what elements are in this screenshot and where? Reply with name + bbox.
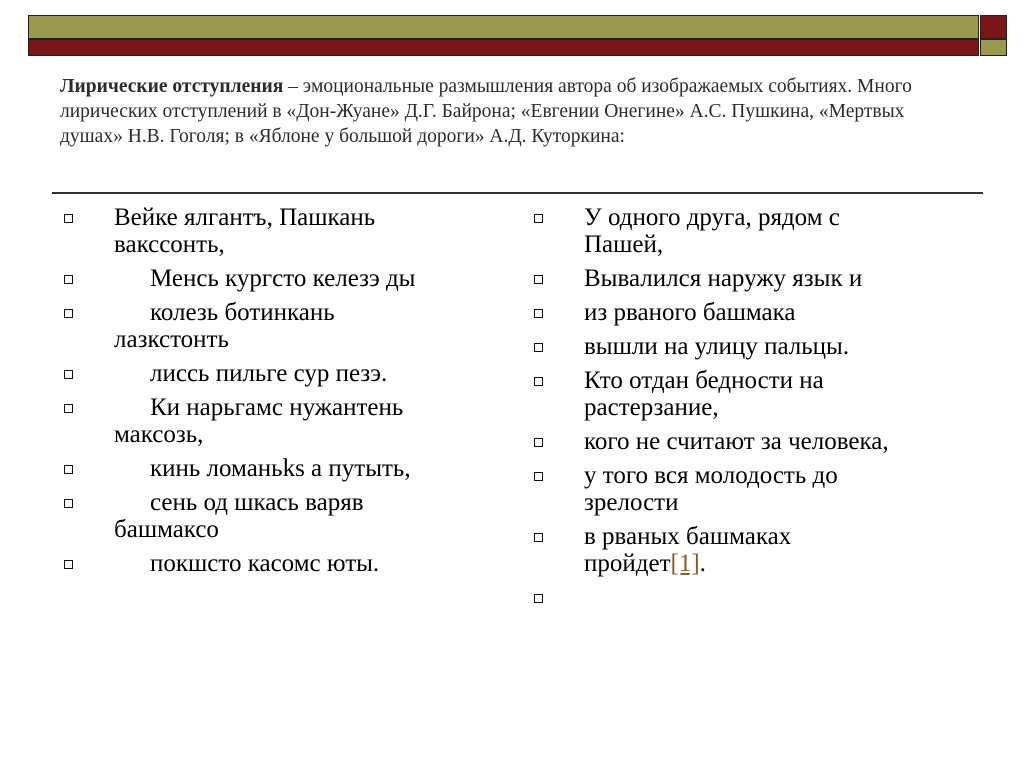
right-item-line1: У одного друга, рядом с (584, 204, 840, 231)
square-bullet-icon (64, 560, 73, 569)
left-item (58, 550, 478, 577)
intro-term: Лирические отступления (60, 76, 284, 97)
left-item (58, 455, 478, 482)
right-item-line1: вышли на улицу пальцы. (584, 333, 850, 360)
right-item-line2: растерзание, (584, 394, 719, 421)
right-item-line2: Пашей, (584, 231, 664, 258)
header-band-olive (28, 15, 979, 39)
square-bullet-icon (64, 309, 73, 318)
right-item (528, 428, 968, 455)
right-column (528, 204, 968, 584)
left-item (58, 204, 478, 258)
right-item (528, 299, 968, 326)
left-item-line1: лиссь пильге сур пезэ. (150, 360, 388, 387)
right-item-line1: Вывалился наружу язык и (584, 265, 863, 292)
header-band-red (28, 39, 979, 56)
square-bullet-icon (534, 533, 543, 542)
left-item (58, 299, 478, 353)
intro-paragraph (60, 74, 960, 149)
left-item-line1: Ки нарьгамс нужантень (150, 394, 404, 421)
intro-text: – эмоциональные размышления автора об изображаемых событиях. Много лирических отступлений в «Дон-Жуане» Д.Г. Байрона; «Евгении Онегине» А.С. Пушкина, «Мертвых душах» Н.В. Гоголя; в «Яблоне у большой дороги» А.Д. Куторкина: (60, 76, 912, 147)
square-bullet-icon (534, 309, 543, 318)
left-item-line2: вакссонть, (114, 231, 225, 258)
square-bullet-icon (64, 499, 73, 508)
divider-line (52, 192, 983, 194)
left-item (58, 489, 478, 543)
right-item (528, 204, 968, 258)
right-item-line1: в рваных башмаках (584, 523, 792, 550)
left-item-line1: покшсто касомс юты. (150, 550, 380, 577)
left-item (58, 360, 478, 387)
footnote-trailing: . (699, 550, 706, 577)
left-item-line1: колезь ботинкань (150, 299, 335, 326)
left-item (58, 394, 478, 448)
square-bullet-icon (534, 343, 543, 352)
square-bullet-icon (64, 370, 73, 379)
right-item-line2: зрелости (584, 489, 679, 516)
left-item-line2: максозь, (114, 421, 204, 448)
square-bullet-icon (534, 594, 543, 603)
left-item-line1: Вейке ялгантъ, Пашкань (114, 204, 376, 231)
right-item (528, 523, 968, 577)
right-item (528, 265, 968, 292)
right-item-line1: Кто отдан бедности на (584, 367, 824, 394)
corner-block-red (980, 15, 1007, 39)
right-item-line1: кого не считают за человека, (584, 428, 889, 455)
square-bullet-icon (534, 438, 543, 447)
left-item-line2: башмаксо (114, 516, 219, 543)
left-item (58, 265, 478, 292)
right-item (528, 333, 968, 360)
square-bullet-icon (534, 472, 543, 481)
right-item-line1: у того вся молодость до (584, 462, 838, 489)
corner-block-olive (980, 39, 1007, 56)
square-bullet-icon (534, 275, 543, 284)
square-bullet-icon (64, 214, 73, 223)
footnote-link[interactable]: [1] (670, 550, 700, 577)
left-item-line1: кинь ломаньks а путыть, (150, 455, 411, 482)
square-bullet-icon (64, 275, 73, 284)
square-bullet-icon (64, 465, 73, 474)
right-item-line2: пройдет (584, 550, 671, 577)
square-bullet-icon (534, 214, 543, 223)
left-column (58, 204, 478, 584)
right-item (528, 367, 968, 421)
left-item-line2: лазкстонть (114, 326, 229, 353)
right-item (528, 462, 968, 516)
square-bullet-icon (64, 404, 73, 413)
left-item-line1: Менсь кургсто келезэ ды (150, 265, 416, 292)
left-item-line1: сень од шкась варяв (150, 489, 364, 516)
right-item-line1: из рваного башмака (584, 299, 796, 326)
square-bullet-icon (534, 377, 543, 386)
